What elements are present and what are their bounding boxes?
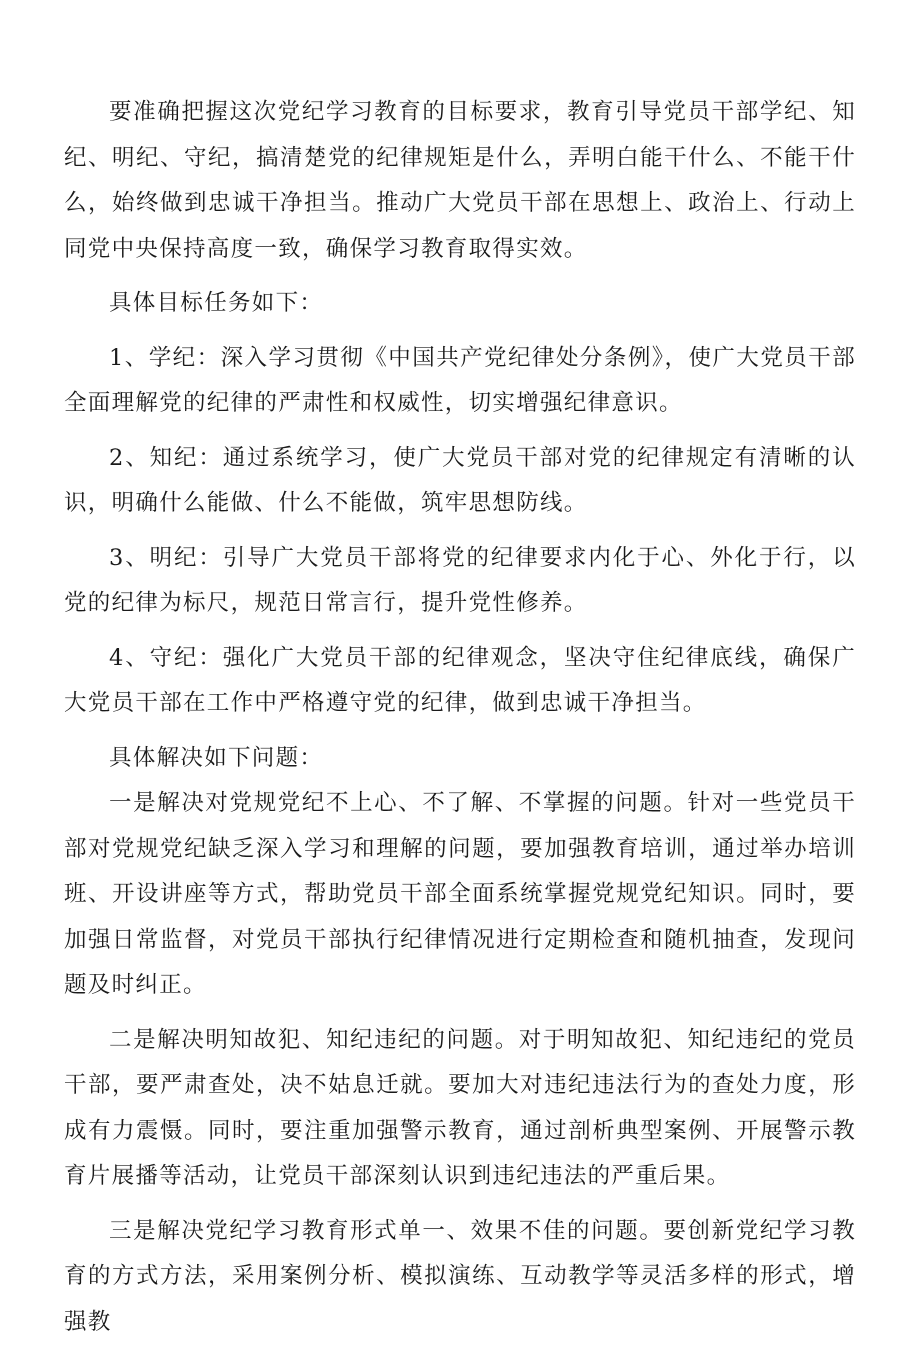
paragraph-task-3: 3、明纪：引导广大党员干部将党的纪律要求内化于心、外化于行，以党的纪律为标尺，规范日常言行，提升党性修养。 <box>64 536 856 627</box>
document-body <box>64 90 856 1345</box>
paragraph-goal-requirements: 要准确把握这次党纪学习教育的目标要求，教育引导党员干部学纪、知纪、明纪、守纪，搞清楚党的纪律规矩是什么，弄明白能干什么、不能干什么，始终做到忠诚干净担当。推动广大党员干部在思想上、政治上、行动上同党中央保持高度一致，确保学习教育取得实效。 <box>64 90 856 272</box>
paragraph-problem-2: 二是解决明知故犯、知纪违纪的问题。对于明知故犯、知纪违纪的党员干部，要严肃查处，决不姑息迁就。要加大对违纪违法行为的查处力度，形成有力震慑。同时，要注重加强警示教育，通过剖析典型案例、开展警示教育片展播等活动，让党员干部深刻认识到违纪违法的严重后果。 <box>64 1018 856 1200</box>
paragraph-problems-heading: 具体解决如下问题： <box>64 736 856 782</box>
paragraph-problem-3: 三是解决党纪学习教育形式单一、效果不佳的问题。要创新党纪学习教育的方式方法，采用案例分析、模拟演练、互动教学等灵活多样的形式，增强教 <box>64 1209 856 1345</box>
paragraph-tasks-heading: 具体目标任务如下： <box>64 281 856 327</box>
paragraph-problem-1: 一是解决对党规党纪不上心、不了解、不掌握的问题。针对一些党员干部对党规党纪缺乏深入学习和理解的问题，要加强教育培训，通过举办培训班、开设讲座等方式，帮助党员干部全面系统掌握党规党纪知识。同时，要加强日常监督，对党员干部执行纪律情况进行定期检查和随机抽查，发现问题及时纠正。 <box>64 781 856 1009</box>
paragraph-task-1: 1、学纪：深入学习贯彻《中国共产党纪律处分条例》，使广大党员干部全面理解党的纪律的严肃性和权威性，切实增强纪律意识。 <box>64 336 856 427</box>
paragraph-task-2: 2、知纪：通过系统学习，使广大党员干部对党的纪律规定有清晰的认识，明确什么能做、什么不能做，筑牢思想防线。 <box>64 436 856 527</box>
paragraph-task-4: 4、守纪：强化广大党员干部的纪律观念，坚决守住纪律底线，确保广大党员干部在工作中严格遵守党的纪律，做到忠诚干净担当。 <box>64 636 856 727</box>
